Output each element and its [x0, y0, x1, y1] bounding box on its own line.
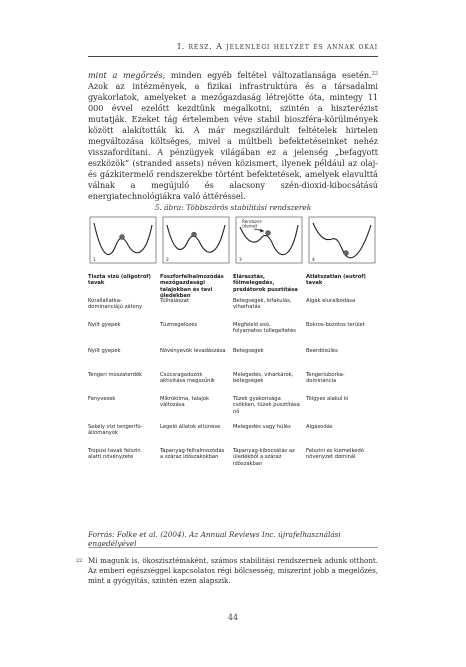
table-cell: Tüzek gyakorisága csökken, tüzek pusztítása nő: [233, 396, 300, 415]
table-cell: Melegedés vagy hűlés: [233, 424, 291, 430]
table-cell: Tápanyag-felhalmozódás a száraz időszakokban: [160, 448, 225, 461]
regime-shift-table: [88, 274, 378, 474]
table-cell: Tengeriuborka-dominancia: [306, 372, 345, 385]
table-cell: Melegedés, viharkárok, betegségek: [233, 372, 294, 385]
italic-phrase: mint a megőrzés: [88, 70, 163, 80]
footnote-reference[interactable]: 22: [371, 70, 378, 77]
table-cell: Nyílt gyepek: [88, 322, 121, 328]
panel-number-4: 4: [312, 258, 315, 263]
body-text-1: , minden egyéb feltétel változatlansága esetén.: [162, 70, 372, 80]
table-cell: Tápanyag-kibocsátás az üledékből a száraz időszakban: [233, 448, 295, 467]
ball-3: [266, 231, 271, 236]
body-paragraph: [88, 70, 378, 202]
figure-caption: 5. ábra: Többszörös stabilitási rendszerek: [154, 203, 312, 212]
panel-frame-1: [90, 217, 156, 263]
table-cell: Mikroklíma, talajok változása: [160, 396, 209, 409]
disturbance-label-2: ütemet: [242, 223, 258, 229]
table-row: [88, 322, 378, 348]
table-cell: Bokros-bozótos terület: [306, 322, 365, 328]
footnote-rule: [88, 547, 378, 548]
body-text-2: Azok az intézmények, a fizikai infrastruktúra és a társadalmi gyakorlatok, amelyeket a mezőgazdaság létrejötte óta, mintegy 11 000 évvel ezelőtt kezdtünk megalkotni, szintén a hiszterézist mutatják. Ezeket tág értelemben véve stabil bioszféra-körülmények között alakították ki. A már megszilárdult feltételek hirtelen megváltozása költséges, mivel a múltbeli befektetéseinket nehéz visszafordítani. A pénzügyek világában ez a jelenség „befagyott eszközök” (stranded assets) néven közismert, ilyenek például az olaj- és gázkitermelő rendszerekbe történt befektetések, amelyek elavulttá válnak a megújuló és alacsony szén-dioxid-kibocsátású energiatechnológiákra való áttéréssel.: [88, 81, 378, 201]
table-cell: Tengeri moszaterdők: [88, 372, 143, 378]
stability-landscape-diagram: [88, 215, 378, 267]
table-cell: Megfelelő eső, folyamatos túllegeltetés: [233, 322, 296, 335]
table-cell: Trópusi tavak felszín alatti növényzete: [88, 448, 141, 461]
landscape-curve-3: [240, 225, 298, 255]
landscape-curve-2: [167, 225, 225, 252]
table-cell: Átlátszatlan (eutróf) tavak: [306, 274, 366, 287]
table-cell: Sekély vizi tengerifű-állományok: [88, 424, 143, 437]
page-number: 44: [227, 613, 239, 622]
panel-frame-2: [163, 217, 229, 263]
table-row: [88, 372, 378, 396]
footnote-text: Mi magunk is, ökoszisztémaként, számos stabilitási rendszernek adunk otthont. Az emberi egészséggel kapcsolatos régi bölcsesség, miszerint jobb a megelőzés, mint a gyógyítás, szintén ezen alapszik.: [88, 556, 378, 585]
table-cell: Korallállatka-dominanciájú zátony: [88, 298, 143, 311]
figure-source: Forrás: Folke et al. (2004). Az Annual Reviews Inc. újrafelhasználási engedélyével: [88, 530, 341, 548]
table-cell: Legelő állatok eltűnése: [160, 424, 221, 430]
table-cell: Beerdősülés: [306, 348, 338, 354]
table-cell: Tiszta vizű (oligotróf) tavak: [88, 274, 151, 287]
table-cell: Tölgyes alakul ki: [306, 396, 349, 402]
table-row: [88, 448, 378, 474]
panel-number-2: 2: [166, 258, 169, 263]
table-cell: Foszforfelhalmozódás mezőgazdasági talajokban és tavi üledékben: [160, 274, 224, 298]
table-row: [88, 348, 378, 372]
table-cell: Algásodás: [306, 424, 333, 430]
footnote-number: 22: [76, 558, 83, 564]
footnote: [76, 556, 378, 586]
table-cell: Felszíni és kiemelkedő növényzet dominál: [306, 448, 364, 461]
table-row: [88, 274, 378, 298]
table-row: [88, 424, 378, 448]
panel-number-3: 3: [239, 258, 242, 263]
table-cell: Túlhalászat: [160, 298, 189, 304]
table-cell: Csúcsragadozók aktivitása megszűnik: [160, 372, 215, 385]
panel-number-1: 1: [93, 258, 96, 263]
table-cell: Tűzmegelőzés: [160, 322, 198, 328]
disturbance-label-1: Rendszer-: [242, 219, 263, 224]
ball-1: [120, 235, 125, 240]
landscape-curve-4: [313, 223, 371, 258]
table-cell: Fenyvesek: [88, 396, 116, 402]
header-rule: [88, 56, 378, 57]
running-head: I. rész. A jelenlegi helyzet és annak okai: [177, 42, 378, 51]
ball-2: [192, 232, 197, 237]
table-cell: Nyílt gyepek: [88, 348, 121, 354]
stability-panels: [88, 215, 378, 267]
table-cell: Betegségek: [233, 348, 264, 354]
table-cell: Elárasztás, főlmelegedés, predátorok pusztítása: [233, 274, 298, 293]
table-cell: Algák eluralkodása: [306, 298, 356, 304]
ball-4: [344, 251, 349, 256]
table-row: [88, 396, 378, 424]
table-cell: Növényevők levadászása: [160, 348, 226, 354]
table-cell: Betegségek, kifakulás, viharhatás: [233, 298, 292, 311]
table-row: [88, 298, 378, 322]
